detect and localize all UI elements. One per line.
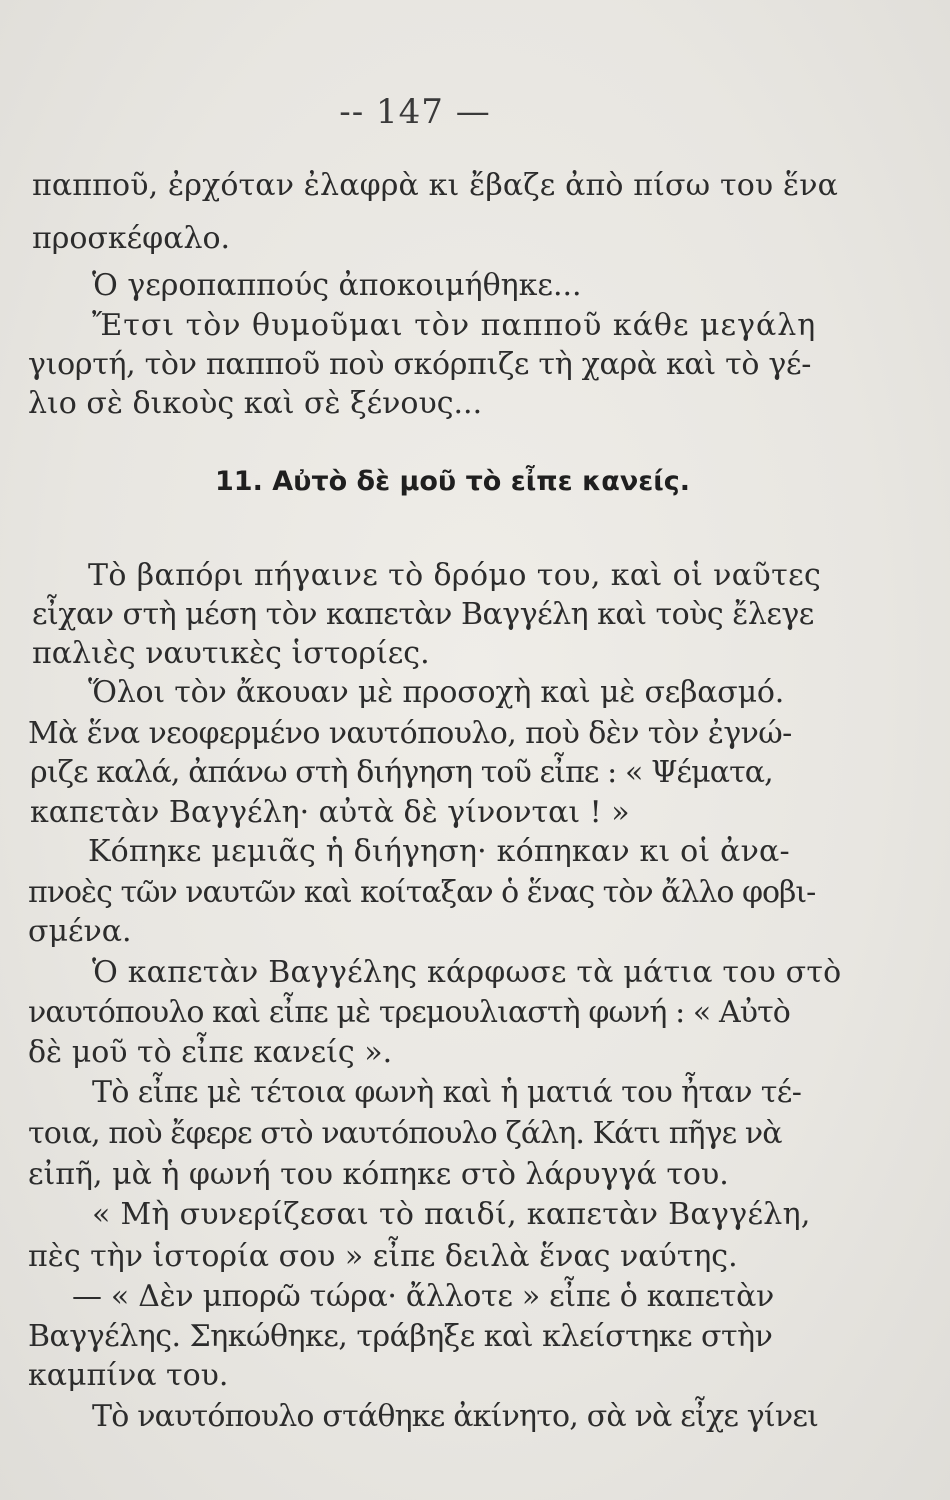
text-line: γιορτή, τὸν παπποῦ ποὺ σκόρπιζε τὴ χαρὰ καὶ τὸ γέ- <box>28 347 812 382</box>
text-line: Κόπηκε μεμιᾶς ἡ διήγηση· κόπηκαν κι οἱ ἀνα- <box>88 834 790 869</box>
text-line: — « Δὲν μπορῶ τώρα· ἄλλοτε » εἶπε ὁ καπετὰν <box>72 1279 774 1314</box>
text-line: « Μὴ συνερίζεσαι τὸ παιδί, καπετὰν Βαγγέλη, <box>92 1197 811 1232</box>
text-line: προσκέφαλο. <box>32 221 231 256</box>
text-line: παπποῦ, ἐρχόταν ἐλαφρὰ κι ἔβαζε ἀπὸ πίσω του ἕνα <box>32 168 839 203</box>
text-line: καπετὰν Βαγγέλη· αὐτὰ δὲ γίνονται ! » <box>30 795 630 830</box>
text-line: Ὁ γεροπαππούς ἀποκοιμήθηκε... <box>92 268 582 303</box>
text-line: Τὸ βαπόρι πήγαινε τὸ δρόμο του, καὶ οἱ ναῦτες <box>88 558 822 593</box>
text-line: Βαγγέλης. Σηκώθηκε, τράβηξε καὶ κλείστηκε στὴν <box>28 1319 773 1354</box>
text-line: Ὁ καπετὰν Βαγγέλης κάρφωσε τὰ μάτια του στὸ <box>92 955 842 990</box>
text-line: ναυτόπουλο καὶ εἶπε μὲ τρεμουλιαστὴ φωνή : « Αὐτὸ <box>28 995 790 1030</box>
text-line: καμπίνα του. <box>28 1358 229 1393</box>
text-line: λιο σὲ δικοὺς καὶ σὲ ξένους... <box>28 386 483 421</box>
text-line: εἶχαν στὴ μέση τὸν καπετὰν Βαγγέλη καὶ τοὺς ἔλεγε <box>32 597 814 632</box>
text-line: ριζε καλά, ἀπάνω στὴ διήγηση τοῦ εἶπε : « Ψέματα, <box>30 755 773 790</box>
text-line: δὲ μοῦ τὸ εἶπε κανείς ». <box>28 1035 393 1070</box>
text-line: Ἔτσι τὸν θυμοῦμαι τὸν παπποῦ κάθε μεγάλη <box>92 308 817 343</box>
text-line: Μὰ ἕνα νεοφερμένο ναυτόπουλο, ποὺ δὲν τὸν ἐγνώ- <box>28 716 792 751</box>
text-line: σμένα. <box>28 914 132 949</box>
text-line: Ὅλοι τὸν ἄκουαν μὲ προσοχὴ καὶ μὲ σεβασμό. <box>88 675 785 710</box>
text-line: τοια, ποὺ ἔφερε στὸ ναυτόπουλο ζάλη. Κάτι πῆγε νὰ <box>28 1116 782 1151</box>
text-line: πὲς τὴν ἱστορία σου » εἶπε δειλὰ ἕνας ναύτης. <box>28 1239 738 1274</box>
text-line: παλιὲς ναυτικὲς ἱστορίες. <box>32 636 430 671</box>
text-line: Τὸ εἶπε μὲ τέτοια φωνὴ καὶ ἡ ματιά του ἦταν τέ- <box>92 1075 802 1110</box>
section-heading: 11. Αὐτὸ δὲ μοῦ τὸ εἶπε κανείς. <box>215 466 691 497</box>
text-line: Τὸ ναυτόπουλο στάθηκε ἀκίνητο, σὰ νὰ εἶχε γίνει <box>92 1399 819 1434</box>
page-number: -- 147 — <box>339 92 491 132</box>
text-line: εἰπῆ, μὰ ἡ φωνή του κόπηκε στὸ λάρυγγά του. <box>28 1157 729 1192</box>
text-line: πνοὲς τῶν ναυτῶν καὶ κοίταξαν ὁ ἕνας τὸν ἄλλο φοβι- <box>28 875 816 910</box>
